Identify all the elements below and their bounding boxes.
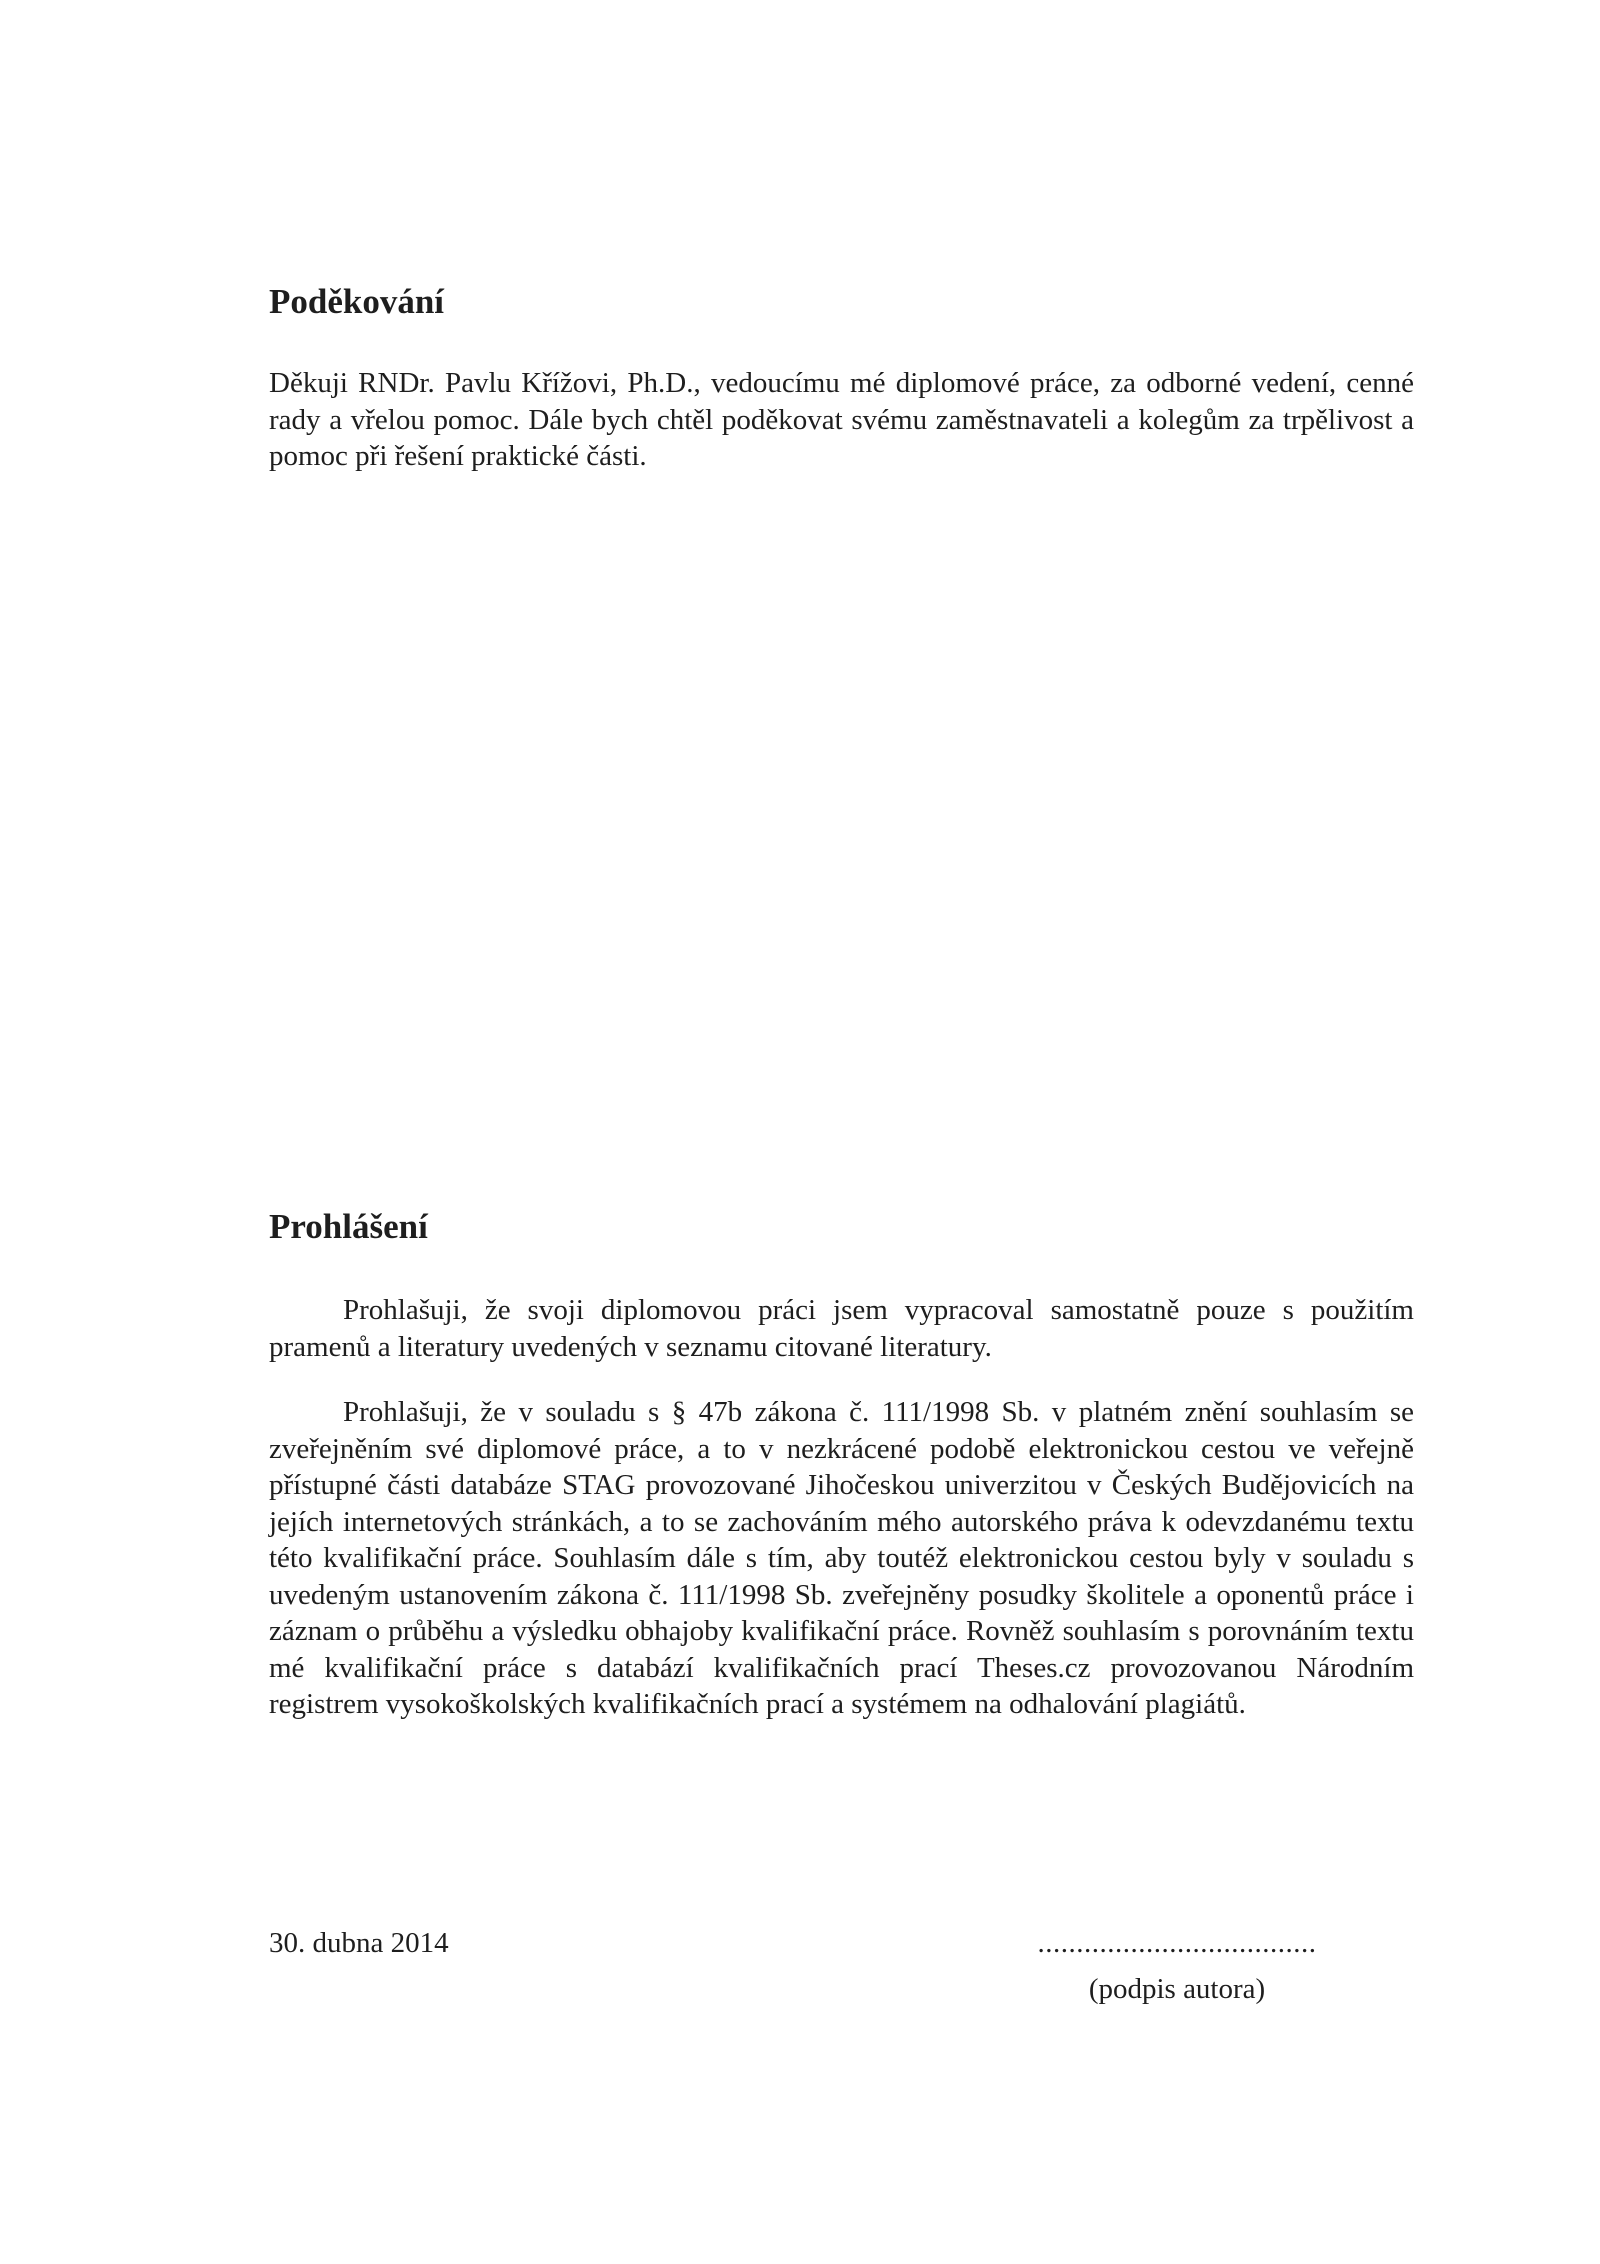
signature-caption: (podpis autora) [1088,1973,1266,2005]
declaration-heading: Prohlášení [269,1207,428,1246]
signature-date: 30. dubna 2014 [269,1927,449,1959]
declaration-paragraph-2: Prohlašuji, že v souladu s § 47b zákona č. 111/1998 Sb. v platném znění souhlasím se zveřejněním své diplomové práce, a to v nezkrácené podobě elektronickou cestou ve veřejně přístupné části databáze STAG provozované Jihočeskou univerzitou v Českých Budějovicích na jejích internetových stránkách, a to se zachováním mého autorského práva k odevzdanému textu této kvalifikační práce. Souhlasím dále s tím, aby toutéž elektronickou cestou byly v souladu s uvedeným ustanovením zákona č. 111/1998 Sb. zveřejněny posudky školitele a oponentů práce i záznam o průběhu a výsledku obhajoby kvalifikační práce. Rovněž souhlasím s porovnáním textu mé kvalifikační práce s databází kvalifikačních prací Theses.cz provozovanou Národním registrem vysokoškolských kvalifikačních prací a systémem na odhalování plagiátů. [269,1396,1414,1720]
signature-block [1012,1925,1342,2007]
declaration-paragraph-1: Prohlašuji, že svoji diplomovou práci jsem vypracoval samostatně pouze s použitím pramenů a literatury uvedených v seznamu citované literatury. [269,1294,1414,1363]
acknowledgement-text: Děkuji RNDr. Pavlu Křížovi, Ph.D., vedoucímu mé diplomové práce, za odborné vedení, cenné rady a vřelou pomoc. Dále bych chtěl poděkovat svému zaměstnavateli a kolegům za trpělivost a pomoc při řešení praktické části. [269,367,1414,472]
acknowledgement-heading: Poděkování [269,282,445,321]
signature-line: .................................... [1037,1927,1317,1959]
